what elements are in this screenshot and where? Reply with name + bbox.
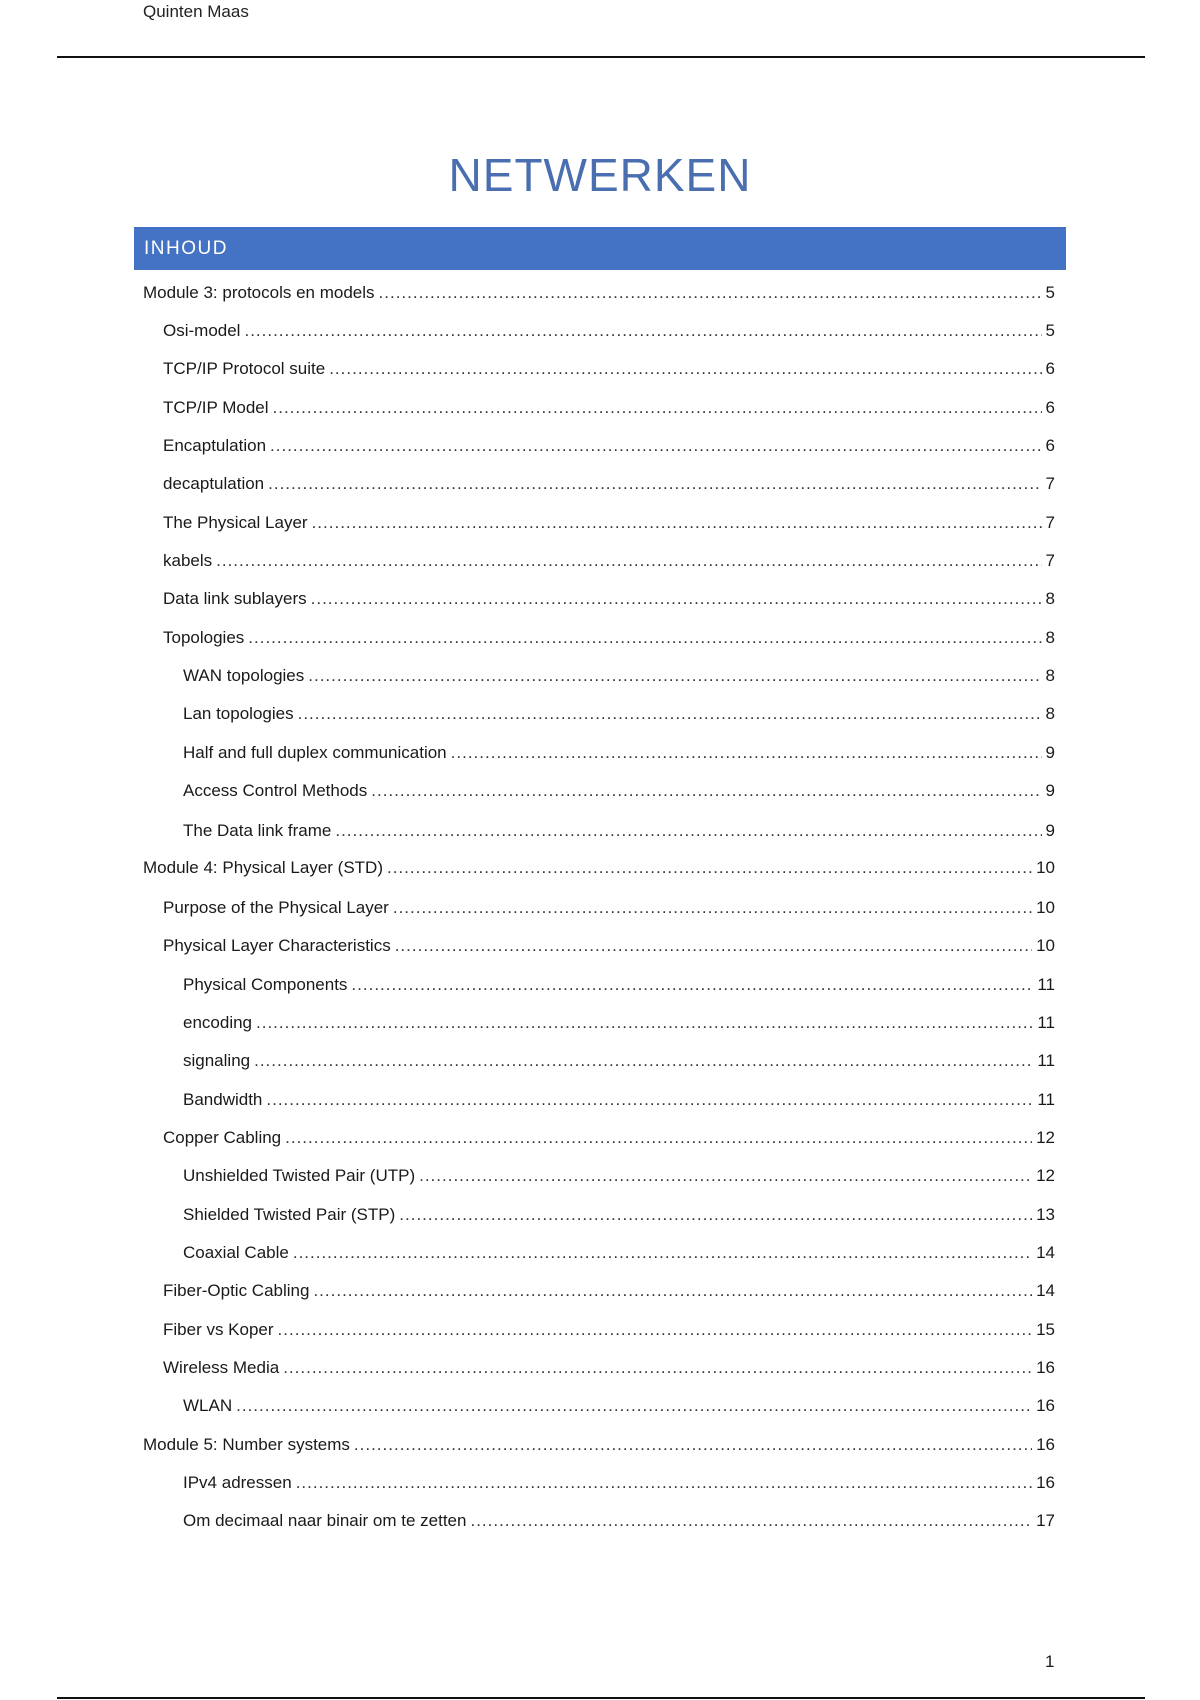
- toc-dot-leader: [283, 1356, 1032, 1380]
- toc-dot-leader: [285, 1126, 1032, 1150]
- toc-dot-leader: [351, 973, 1033, 997]
- toc-entry-label: Physical Layer Characteristics: [163, 936, 391, 955]
- toc-entry[interactable]: [183, 664, 1055, 688]
- toc-dot-leader: [248, 626, 1041, 650]
- toc-entry-page: 12: [1036, 1128, 1055, 1147]
- toc-dot-leader: [451, 741, 1042, 765]
- toc-entry-page: 7: [1045, 513, 1055, 532]
- toc-dot-leader: [395, 934, 1032, 958]
- toc-entry-label: Topologies: [163, 628, 245, 647]
- toc-entry-page: 17: [1036, 1511, 1055, 1530]
- toc-entry-label: Om decimaal naar binair om te zetten: [183, 1511, 467, 1530]
- toc-entry-label: signaling: [183, 1051, 251, 1070]
- toc-entry-label: Unshielded Twisted Pair (UTP): [183, 1166, 416, 1185]
- toc-entry-label: Module 5: Number systems: [143, 1435, 350, 1454]
- toc-dot-leader: [273, 396, 1042, 420]
- toc-dot-leader: [354, 1433, 1032, 1457]
- toc-entry[interactable]: [183, 1049, 1055, 1073]
- toc-entry-label: kabels: [163, 551, 213, 570]
- toc-entry[interactable]: [183, 1509, 1055, 1533]
- toc-entry-label: TCP/IP Protocol suite: [163, 359, 326, 378]
- toc-entry-page: 9: [1045, 821, 1055, 840]
- toc-entry[interactable]: [163, 587, 1055, 611]
- toc-dot-leader: [419, 1164, 1032, 1188]
- toc-entry[interactable]: [163, 319, 1055, 343]
- toc-entry[interactable]: [183, 973, 1055, 997]
- toc-entry[interactable]: [183, 779, 1055, 803]
- toc-entry[interactable]: [183, 741, 1055, 765]
- toc-dot-leader: [379, 281, 1042, 305]
- toc-entry[interactable]: [163, 434, 1055, 458]
- toc-entry[interactable]: [163, 1126, 1055, 1150]
- toc-entry-label: WAN topologies: [183, 666, 305, 685]
- toc-entry-page: 11: [1037, 1051, 1055, 1070]
- toc-dot-leader: [254, 1049, 1033, 1073]
- toc-entry[interactable]: [183, 1088, 1055, 1112]
- toc-entry-label: Purpose of the Physical Layer: [163, 898, 389, 917]
- toc-entry-label: Coaxial Cable: [183, 1243, 289, 1262]
- toc-entry[interactable]: [163, 896, 1055, 920]
- toc-entry[interactable]: [163, 396, 1055, 420]
- toc-dot-leader: [244, 319, 1041, 343]
- toc-entry-page: 9: [1045, 781, 1055, 800]
- toc-entry[interactable]: [183, 702, 1055, 726]
- toc-entry[interactable]: [183, 1394, 1055, 1418]
- toc-entry[interactable]: [163, 626, 1055, 650]
- toc-dot-leader: [270, 434, 1042, 458]
- toc-entry[interactable]: [163, 934, 1055, 958]
- toc-entry-page: 10: [1036, 936, 1055, 955]
- toc-entry[interactable]: [183, 1203, 1055, 1227]
- toc-dot-leader: [312, 511, 1042, 535]
- toc-entry[interactable]: [163, 1318, 1055, 1342]
- toc-entry-page: 11: [1037, 1090, 1055, 1109]
- toc-entry-page: 6: [1045, 359, 1055, 378]
- toc-entry-page: 9: [1045, 743, 1055, 762]
- toc-entry-label: Shielded Twisted Pair (STP): [183, 1205, 396, 1224]
- toc-entry[interactable]: [163, 511, 1055, 535]
- toc-dot-leader: [399, 1203, 1032, 1227]
- toc-dot-leader: [256, 1011, 1033, 1035]
- toc-entry-page: 6: [1045, 436, 1055, 455]
- toc-entry-page: 5: [1045, 283, 1055, 302]
- toc-entry[interactable]: [163, 1279, 1055, 1303]
- toc-dot-leader: [393, 896, 1032, 920]
- toc-dot-leader: [329, 357, 1041, 381]
- toc-dot-leader: [371, 779, 1041, 803]
- toc-dot-leader: [308, 664, 1041, 688]
- toc-entry[interactable]: [183, 1471, 1055, 1495]
- toc-dot-leader: [335, 819, 1041, 843]
- toc-entry-page: 16: [1036, 1435, 1055, 1454]
- toc-entry-label: Access Control Methods: [183, 781, 368, 800]
- toc-dot-leader: [266, 1088, 1033, 1112]
- toc-entry-page: 10: [1036, 858, 1055, 877]
- toc-entry-page: 12: [1036, 1166, 1055, 1185]
- toc-entry-page: 8: [1045, 666, 1055, 685]
- toc-entry-label: Encaptulation: [163, 436, 267, 455]
- toc-dot-leader: [236, 1394, 1032, 1418]
- toc-entry[interactable]: [163, 357, 1055, 381]
- toc-entry-page: 16: [1036, 1358, 1055, 1377]
- toc-entry-label: Lan topologies: [183, 704, 294, 723]
- toc-entry-label: Wireless Media: [163, 1358, 280, 1377]
- toc-entry-label: Fiber vs Koper: [163, 1320, 274, 1339]
- toc-entry[interactable]: [183, 1241, 1055, 1265]
- toc-entry-label: Osi-model: [163, 321, 241, 340]
- toc-entry-page: 13: [1036, 1205, 1055, 1224]
- toc-entry-label: Copper Cabling: [163, 1128, 282, 1147]
- toc-entry-page: 15: [1036, 1320, 1055, 1339]
- toc-entry-page: 10: [1036, 898, 1055, 917]
- toc-entry-label: Module 4: Physical Layer (STD): [143, 858, 383, 877]
- toc-entry-label: decaptulation: [163, 474, 265, 493]
- toc-entry-label: Half and full duplex communication: [183, 743, 447, 762]
- page-number: 1: [1045, 1652, 1055, 1671]
- toc-dot-leader: [268, 472, 1041, 496]
- footer-divider: [57, 1697, 1145, 1699]
- toc-dot-leader: [313, 1279, 1032, 1303]
- toc-entry-label: IPv4 adressen: [183, 1473, 292, 1492]
- toc-entry-page: 7: [1045, 551, 1055, 570]
- toc-entry-label: Data link sublayers: [163, 589, 307, 608]
- toc-heading: INHOUD: [134, 227, 1066, 270]
- toc-entry-page: 14: [1036, 1243, 1055, 1262]
- toc-entry-label: WLAN: [183, 1396, 233, 1415]
- toc-entry-label: Fiber-Optic Cabling: [163, 1281, 310, 1300]
- toc-entry[interactable]: [163, 472, 1055, 496]
- toc-entry[interactable]: [183, 1011, 1055, 1035]
- toc-dot-leader: [298, 702, 1042, 726]
- toc-entry-label: The Data link frame: [183, 821, 332, 840]
- toc-entry[interactable]: [143, 281, 1055, 305]
- header-author: Quinten Maas: [143, 2, 249, 21]
- toc-entry-page: 16: [1036, 1473, 1055, 1492]
- toc-entry[interactable]: [183, 1164, 1055, 1188]
- toc-entry-label: encoding: [183, 1013, 253, 1032]
- toc-entry[interactable]: [163, 1356, 1055, 1380]
- toc-entry[interactable]: [143, 1433, 1055, 1457]
- toc-entry-label: Module 3: protocols en models: [143, 283, 375, 302]
- toc-entry-page: 16: [1036, 1396, 1055, 1415]
- toc-entry-label: Physical Components: [183, 975, 348, 994]
- toc-dot-leader: [311, 587, 1042, 611]
- toc-entry-label: The Physical Layer: [163, 513, 308, 532]
- toc-entry-label: TCP/IP Model: [163, 398, 269, 417]
- toc-dot-leader: [296, 1471, 1032, 1495]
- toc-dot-leader: [470, 1509, 1032, 1533]
- toc-dot-leader: [278, 1318, 1033, 1342]
- toc-dot-leader: [387, 856, 1032, 880]
- toc-entry-page: 5: [1045, 321, 1055, 340]
- toc-entry-page: 7: [1045, 474, 1055, 493]
- toc-entry[interactable]: [183, 819, 1055, 843]
- toc-entry-page: 11: [1037, 1013, 1055, 1032]
- toc-entry[interactable]: [163, 549, 1055, 573]
- toc-entry-page: 14: [1036, 1281, 1055, 1300]
- document-title: NETWERKEN: [448, 149, 752, 201]
- toc-entry-page: 11: [1037, 975, 1055, 994]
- toc-entry[interactable]: [143, 856, 1055, 880]
- toc-entry-page: 8: [1045, 628, 1055, 647]
- toc-dot-leader: [216, 549, 1041, 573]
- toc-entry-page: 8: [1045, 589, 1055, 608]
- toc-entry-label: Bandwidth: [183, 1090, 263, 1109]
- toc-dot-leader: [293, 1241, 1032, 1265]
- toc-entry-page: 8: [1045, 704, 1055, 723]
- toc-entry-page: 6: [1045, 398, 1055, 417]
